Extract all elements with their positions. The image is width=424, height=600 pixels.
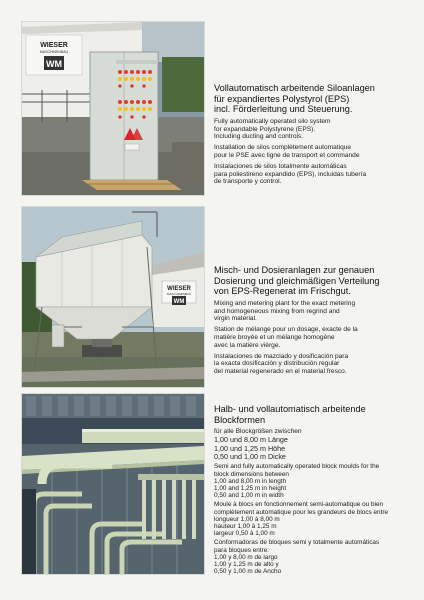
silo-text-line: pour le PSE avec ligne de transport et commande — [214, 151, 360, 159]
mixing-text-line: virgin material. — [214, 315, 257, 323]
moulds-text-line: 1,00 und 8,00 m Länge — [214, 435, 288, 445]
section-silo-systems — [214, 83, 410, 189]
moulds-text-line: 0,50 y 1,00 m de Ancho — [214, 568, 282, 576]
moulds-text-line: Moule à blocs en fonctionnement semi-automatique ou bien — [214, 501, 384, 509]
moulds-text-line: Semi and fully automatically operated block moulds for the — [214, 463, 380, 471]
silo-heading-line: Vollautomatisch arbeitende Siloanlagen — [214, 83, 375, 93]
moulds-text-line: longueur 1,00 à 8,00 m — [214, 515, 280, 523]
moulds-heading-line: Blockformen — [214, 414, 266, 425]
block-mould-photo-graphic — [22, 394, 204, 574]
mixing-text-en — [214, 300, 410, 323]
building-sign-text: WIESER — [40, 42, 68, 49]
building-sign-text-2: WIESER — [167, 286, 191, 292]
silo-text-line: de transporte y control. — [214, 178, 282, 186]
moulds-text-line: 0,50 und 1,00 m Dicke — [214, 452, 286, 462]
moulds-text-line: 0,50 and 1,00 m in width — [214, 492, 284, 500]
mixing-heading-line: Dosierung und gleichmäßigen Verteilung — [214, 275, 380, 286]
moulds-heading — [214, 404, 410, 425]
mixing-text-line: del material regenerado en el material fresco. — [214, 368, 347, 376]
building-sign-subtext-2: MASCHINENBAU — [166, 292, 192, 296]
moulds-text-fr — [214, 501, 410, 537]
moulds-text-line: hauteur 1,00 à 1,25 m — [214, 523, 277, 530]
mixing-text-es — [214, 353, 410, 376]
silo-text-fr — [214, 144, 410, 160]
mixing-text-line: and homogeneous mixing from regrind and — [214, 307, 340, 315]
mixing-text-line: Mixing and metering plant for the exact metering — [214, 299, 356, 307]
moulds-text-line: 1,00 und 1,25 m Höhe — [214, 443, 286, 453]
silo-text-line: Fully automatically operated silo system — [214, 117, 331, 125]
silo-text-es — [214, 163, 410, 186]
silo-text-line: Including ducting and controls. — [214, 133, 304, 141]
mixing-heading-line: Misch- und Dosieranlagen zur genauen — [214, 265, 375, 275]
photo-silo-control-cabinet — [22, 22, 204, 195]
mixing-text-line: matière broyée et un mélange homogène — [214, 333, 335, 341]
photo-block-moulds — [22, 394, 204, 574]
moulds-text-line: complètement automatique pour les grandeurs de blocs entre — [214, 508, 389, 516]
section-block-moulds — [214, 404, 410, 577]
moulds-text-line: largeur 0,50 à 1,00 m — [214, 530, 275, 538]
silo-control-photo-graphic — [22, 22, 204, 195]
mixing-text-fr — [214, 326, 410, 349]
mixing-heading — [214, 265, 410, 297]
photo-mixing-metering-plant — [22, 207, 204, 387]
silo-text-line: Installation de silos complètement automatique — [214, 144, 352, 152]
moulds-text-line: 1,00 y 8,00 m de largo — [214, 553, 278, 561]
building-sign-subtext: MASCHINENBAU — [39, 50, 69, 54]
moulds-text-es — [214, 539, 410, 575]
mixing-plant-photo-graphic — [22, 207, 204, 387]
silo-heading — [214, 83, 410, 115]
moulds-text-line: 1,00 y 1,25 m de alto y — [214, 561, 279, 569]
silo-text-line: for expandable Polystyrene (EPS). — [214, 125, 316, 133]
silo-heading-line: für expandiertes Polystyrol (EPS) — [214, 93, 350, 104]
moulds-heading-line: Halb- und vollautomatisch arbeitende — [214, 404, 366, 414]
silo-text-en — [214, 118, 410, 141]
mixing-heading-line: von EPS-Regenerat im Frischgut. — [214, 286, 351, 297]
moulds-text-en — [214, 463, 410, 499]
mixing-text-line: avec la matière vièrge. — [214, 341, 281, 349]
mixing-text-line: Station de mélange pour un dosage, exacte de la — [214, 326, 358, 334]
mixing-text-line: la exacta dosificación y distribución regular — [214, 360, 340, 368]
silo-text-line: Instalaciones de silos totalmente automáticas — [214, 162, 347, 170]
building-logo-text-2: WM — [173, 299, 185, 305]
mixing-text-line: Instalaciones de mazclado y dosificación para — [214, 352, 349, 360]
moulds-text-de — [214, 428, 410, 461]
moulds-text-line: Conformadoras de bloques semi y totalmente automáticas — [214, 539, 380, 547]
moulds-text-line: para bloques entre: — [214, 546, 270, 554]
moulds-text-line: block dimensions between — [214, 470, 289, 478]
moulds-text-line: 1,00 and 8,00 m in length — [214, 477, 287, 485]
silo-text-line: para poliestireno expandido (EPS), incluidas tubería — [214, 170, 367, 178]
building-logo-text: WM — [46, 59, 62, 69]
moulds-text-line: 1,00 and 1,25 m in height — [214, 484, 287, 492]
silo-heading-line: incl. Förderleitung und Steuerung. — [214, 104, 353, 115]
section-mixing-metering — [214, 265, 410, 379]
moulds-text-line: für alle Blockgrößen zwischen — [214, 428, 302, 436]
